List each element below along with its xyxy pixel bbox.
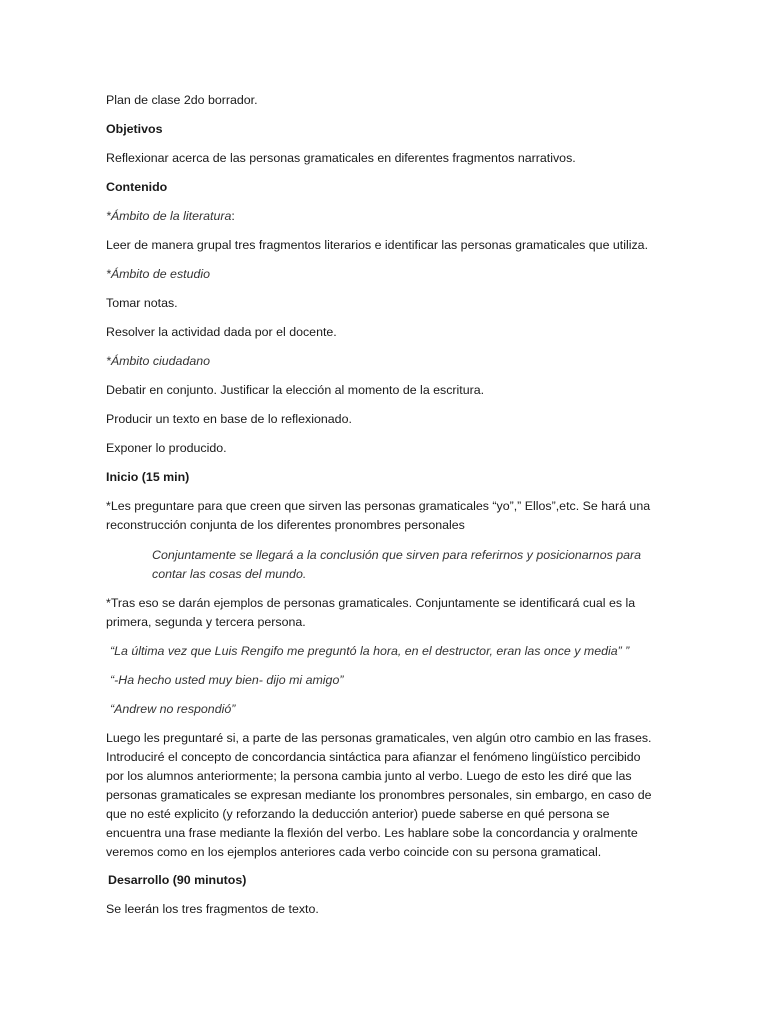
document-title: Plan de clase 2do borrador. [106, 93, 258, 107]
ambito-literatura-line [106, 207, 235, 226]
desarrollo-heading: Desarrollo (90 minutos) [108, 873, 247, 887]
quote-3: “Andrew no respondió” [110, 702, 236, 716]
conclusion-paragraph: Conjuntamente se llegará a la conclusión que sirven para referirnos y posicionarnos para contar las cosas del mundo. [152, 548, 642, 581]
tomar-notas-text: Tomar notas. [106, 296, 178, 310]
quote-2: “-Ha hecho usted muy bien- dijo mi amigo” [110, 673, 344, 687]
ambito-ciudadano-label: *Ámbito ciudadano [106, 354, 211, 368]
objetivos-text: Reflexionar acerca de las personas gramaticales en diferentes fragmentos narrativos. [106, 151, 576, 165]
desarrollo-text: Se leerán los tres fragmentos de texto. [106, 902, 319, 916]
contenido-heading: Contenido [106, 180, 168, 194]
ambito-literatura-colon: : [231, 209, 235, 223]
ejemplos-paragraph: *Tras eso se darán ejemplos de personas gramaticales. Conjuntamente se identificará cual es la primera, segunda y tercera persona. [106, 596, 636, 629]
inicio-heading: Inicio (15 min) [106, 470, 190, 484]
quote-1: “La última vez que Luis Rengifo me preguntó la hora, en el destructor, eran las once y media” ” [110, 644, 630, 658]
resolver-text: Resolver la actividad dada por el docente. [106, 325, 337, 339]
exponer-text: Exponer lo producido. [106, 441, 227, 455]
literatura-text: Leer de manera grupal tres fragmentos literarios e identificar las personas gramaticales que utiliza. [106, 238, 649, 252]
debatir-text: Debatir en conjunto. Justificar la elección al momento de la escritura. [106, 383, 485, 397]
luego-paragraph: Luego les preguntaré si, a parte de las personas gramaticales, ven algún otro cambio en las frases. Introduciré el concepto de concordancia sintáctica para afianzar el fenómeno lingüístico percibido por los alumnos anteriormente; la persona cambia junto al verbo. Luego de esto les diré que las personas gramaticales se expresan mediante los pronombres personales, sin embargo, en caso de que no esté explicito (y reforzando la deducción anterior) puede saberse en qué persona se encuentra una frase mediante la flexión del verbo. Les hablare sobe la concordancia y oralmente veremos como en los ejemplos anteriores cada verbo coincide con su persona gramatical. [106, 731, 652, 859]
ambito-estudio-label: *Ámbito de estudio [106, 267, 211, 281]
ambito-literatura-label: *Ámbito de la literatura [106, 209, 232, 223]
preguntas-paragraph: *Les preguntare para que creen que sirven las personas gramaticales “yo”,” Ellos”,etc. Se hará una reconstrucción conjunta de los diferentes pronombres personales [106, 499, 651, 532]
objetivos-heading: Objetivos [106, 122, 163, 136]
producir-text: Producir un texto en base de lo reflexionado. [106, 412, 352, 426]
